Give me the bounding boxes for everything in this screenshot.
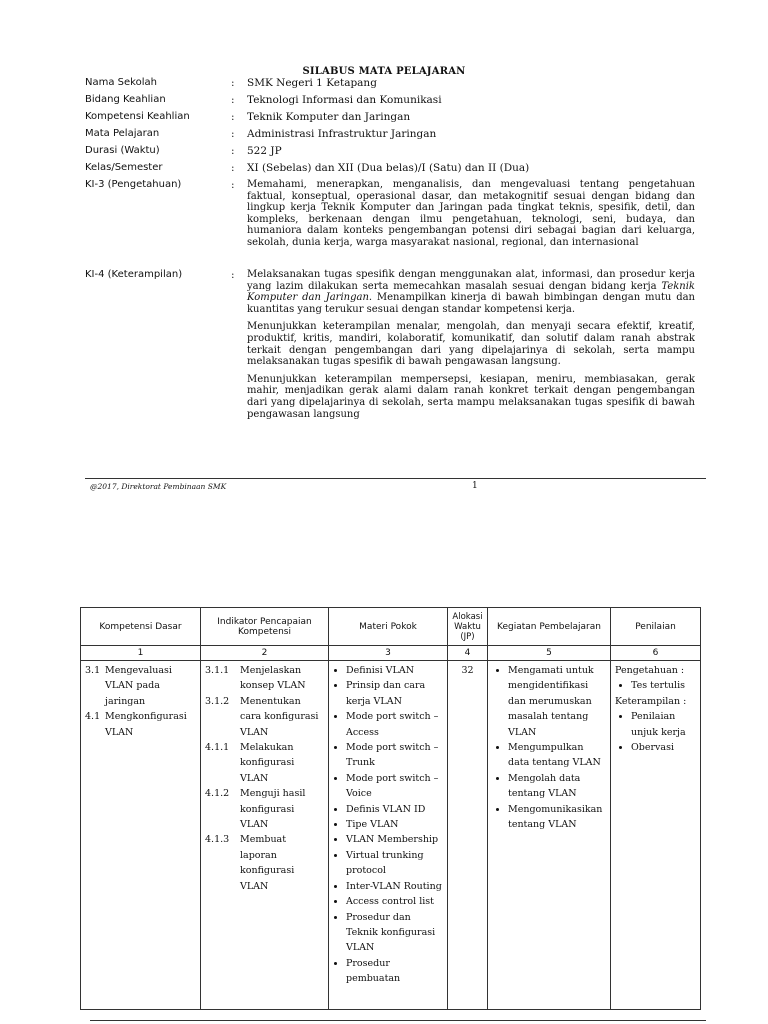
list-item: • Definis VLAN ID (346, 802, 443, 817)
kd-item: 3.1 Mengevaluasi VLAN pada jaringan (85, 665, 172, 707)
list-item: • Mengumpulkan data tentang VLAN (508, 740, 606, 771)
info-value: XI (Sebelas) dan XII (Dua belas)/I (Satu) dan II (Dua) (247, 162, 530, 174)
info-label: Kelas/Semester (85, 162, 163, 173)
column-number: 3 (329, 646, 448, 661)
list-item: • Mode port switch – Access (346, 709, 443, 740)
info-value: Teknologi Informasi dan Komunikasi (247, 94, 442, 106)
info-row-mapel (85, 128, 695, 145)
list-item: • VLAN Membership (346, 832, 443, 847)
info-colon: : (231, 111, 235, 123)
info-row-durasi (85, 145, 695, 162)
table-number-row (81, 646, 701, 661)
list-item: • Tipe VLAN (346, 817, 443, 832)
info-row-ki4 (85, 269, 695, 420)
indikator-item: 3.1.2 Menentukan cara konfigurasi VLAN (205, 695, 319, 738)
list-item: • Penilaian unjuk kerja (631, 709, 696, 740)
info-row-ki3 (85, 179, 695, 269)
footer-divider (85, 478, 706, 479)
info-value: 522 JP (247, 145, 282, 157)
kompetensi-dasar-cell (81, 661, 201, 1010)
indikator-item: 4.1.1 Melakukan konfigurasi VLAN (205, 742, 295, 784)
list-item: • Mode port switch – Trunk (346, 740, 443, 771)
header-alokasi-waktu: Alokasi Waktu (JP) (448, 608, 488, 646)
header-indikator: Indikator Pencapaian Kompetensi (201, 608, 329, 646)
ki4-paragraph-2: Menunjukkan keterampilan menalar, mengolah, dan menyaji secara efektif, kreatif, produktif, kritis, mandiri, kolaboratif, komunikatif, dan solutif dalam ranah abstrak terkait dengan pengembangan dari yang dipelajarinya di sekolah, serta mampu melaksanakan tugas spesifik di bawah pengawasan langsung. (247, 321, 695, 368)
ki3-text: Memahami, menerapkan, menganalisis, dan mengevaluasi tentang pengetahuan faktual, konseptual, operasional dasar, dan metakognitif sesuai dengan bidang dan lingkup kerja Teknik Komputer dan Jaringan pada tingkat teknis, spesifik, detil, dan kompleks, berkenaan dengan ilmu pengetahuan, teknologi, seni, budaya, dan humaniora dalam konteks pengembangan potensi diri sebagai bagian dari keluarga, sekolah, dunia kerja, warga masyarakat nasional, regional, dan internasional (247, 179, 695, 248)
table-row (81, 661, 701, 1010)
indikator-item: 4.1.2 Menguji hasil konfigurasi VLAN (205, 788, 306, 831)
penilaian-heading: Keterampilan : (615, 695, 687, 707)
materi-pokok-cell (329, 661, 448, 1010)
alokasi-waktu-cell: 32 (448, 661, 488, 1010)
info-block (85, 77, 695, 426)
info-label: Mata Pelajaran (85, 128, 160, 139)
info-colon: : (231, 179, 235, 191)
header-kegiatan: Kegiatan Pembelajaran (488, 608, 611, 646)
info-colon: : (231, 145, 235, 157)
footer-copyright: @2017, Direktorat Pembinaan SMK (90, 482, 227, 491)
list-item: • Definisi VLAN (346, 663, 443, 678)
info-label: Durasi (Waktu) (85, 145, 160, 156)
ki4-paragraph-3: Menunjukkan keterampilan mempersepsi, kesiapan, meniru, membiasakan, gerak mahir, menjadikan gerak alami dalam ranah konkret terkait dengan pengembangan dari yang dipelajarinya di sekolah, serta mampu melaksanakan tugas spesifik di bawah pengawasan langsung (247, 373, 695, 420)
list-item: • Prosedur pembuatan (346, 956, 443, 987)
info-value: Teknik Komputer dan Jaringan (247, 111, 411, 123)
info-colon: : (231, 77, 235, 89)
indikator-item: 4.1.3 Membuat laporan konfigurasi VLAN (205, 834, 295, 892)
ki4-paragraph-1: Melaksanakan tugas spesifik dengan menggunakan alat, informasi, dan prosedur kerja yang lazim dilakukan serta memecahkan masalah sesuai dengan bidang kerja Teknik Komputer dan Jaringan. Menampilkan kinerja di bawah bimbingan dengan mutu dan kuantitas yang terukur sesuai dengan standar kompetensi kerja. (247, 269, 695, 315)
column-number: 4 (448, 646, 488, 661)
list-item: • Access control list (346, 894, 443, 909)
list-item: • Obervasi (631, 740, 696, 755)
info-label: Nama Sekolah (85, 77, 157, 88)
column-number: 6 (611, 646, 701, 661)
header-materi-pokok: Materi Pokok (329, 608, 448, 646)
header-kompetensi-dasar: Kompetensi Dasar (81, 608, 201, 646)
table-header-row (81, 608, 701, 646)
indikator-item: 3.1.1 Menjelaskan konsep VLAN (205, 665, 306, 692)
ki4-text (247, 269, 695, 420)
column-number: 1 (81, 646, 201, 661)
info-label: Bidang Keahlian (85, 94, 166, 105)
info-value: Administrasi Infrastruktur Jaringan (247, 128, 437, 140)
indikator-cell (201, 661, 329, 1010)
list-item: • Prinsip dan cara kerja VLAN (346, 678, 443, 709)
info-row-kompetensi (85, 111, 695, 128)
syllabus-table (80, 607, 701, 1010)
header-penilaian: Penilaian (611, 608, 701, 646)
kd-item: 4.1 Mengkonfigurasi VLAN (85, 711, 187, 738)
list-item: • Prosedur dan Teknik konfigurasi VLAN (346, 910, 443, 956)
info-row-nama-sekolah (85, 77, 695, 94)
info-colon: : (231, 128, 235, 140)
info-row-kelas (85, 162, 695, 179)
info-row-bidang (85, 94, 695, 111)
list-item: • Mengolah data tentang VLAN (508, 771, 606, 802)
list-item: • Mengamati untuk mengidentifikasi dan merumuskan masalah tentang VLAN (508, 663, 606, 740)
info-label: KI-3 (Pengetahuan) (85, 179, 182, 190)
column-number: 2 (201, 646, 329, 661)
info-colon: : (231, 269, 235, 281)
column-number: 5 (488, 646, 611, 661)
penilaian-heading: Pengetahuan : (615, 665, 685, 676)
page-number: 1 (472, 481, 478, 491)
kegiatan-cell (488, 661, 611, 1010)
info-label: Kompetensi Keahlian (85, 111, 190, 122)
document-title: SILABUS MATA PELAJARAN (302, 66, 466, 77)
page-bottom-divider (90, 1020, 706, 1021)
info-colon: : (231, 162, 235, 174)
list-item: • Inter-VLAN Routing (346, 879, 443, 894)
list-item: • Mode port switch – Voice (346, 771, 443, 802)
info-label: KI-4 (Keterampilan) (85, 269, 183, 280)
info-colon: : (231, 94, 235, 106)
list-item: • Tes tertulis (631, 678, 696, 693)
penilaian-cell (611, 661, 701, 1010)
list-item: • Virtual trunking protocol (346, 848, 443, 879)
info-value: SMK Negeri 1 Ketapang (247, 77, 377, 89)
list-item: • Mengomunikasikan tentang VLAN (508, 802, 606, 833)
